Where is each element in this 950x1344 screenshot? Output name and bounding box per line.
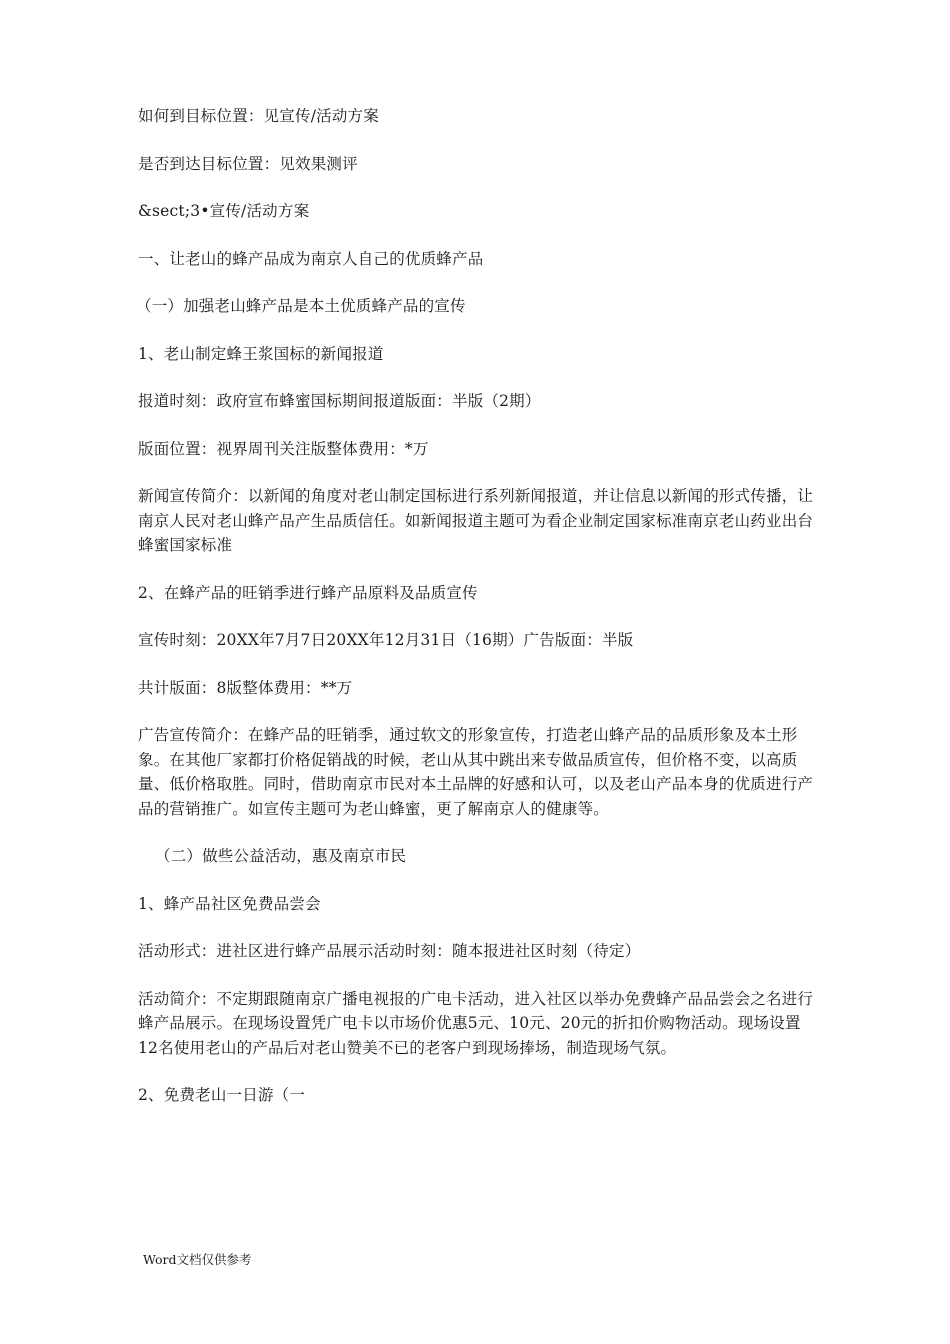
ad-intro: 广告宣传简介：在蜂产品的旺销季，通过软文的形象宣传，打造老山蜂产品的品质形象及本土形象。在其他厂家都打价格促销战的时候，老山从其中跳出来专做品质宣传，但价格不变，以高质量、低价格取胜。同时，借助南京市民对本土品牌的好感和认可，以及老山产品本身的优质进行产品的营销推广。如宣传主题可为老山蜂蜜，更了解南京人的健康等。: [138, 726, 814, 818]
report-time: 报道时刻：政府宣布蜂蜜国标期间报道版面：半版（2期）: [138, 392, 541, 410]
activity-1-heading: 1、蜂产品社区免费品尝会: [138, 894, 321, 913]
document-body: [138, 104, 818, 1108]
promo-time: 宣传时刻：20XX年7月7日20XX年12月31日（16期）广告版面：半版: [138, 631, 634, 649]
total-layout: 共计版面：8版整体费用：**万: [138, 678, 353, 697]
subheading-1: （一）加强老山蜂产品是本土优质蜂产品的宣传: [136, 297, 466, 315]
subheading-2: （二）做些公益活动，惠及南京市民: [155, 847, 407, 865]
item-1-heading: 1、老山制定蜂王浆国标的新闻报道: [138, 344, 384, 363]
item-2-heading: 2、在蜂产品的旺销季进行蜂产品原料及品质宣传: [138, 583, 478, 602]
layout-position: 版面位置：视界周刊关注版整体费用：*万: [138, 439, 429, 458]
footer-note: Word文档仅供参考: [143, 1252, 252, 1267]
news-intro: 新闻宣传简介：以新闻的角度对老山制定国标进行系列新闻报道，并让信息以新闻的形式传播，让南京人民对老山蜂产品产生品质信任。如新闻报道主题可为看企业制定国家标准南京老山药业出台蜂蜜国家标准: [138, 487, 814, 554]
heading-part-1: 一、让老山的蜂产品成为南京人自己的优质蜂产品: [138, 249, 484, 268]
section-heading-3: &sect;3•宣传/活动方案: [138, 202, 310, 220]
activity-intro: 活动简介：不定期跟随南京广播电视报的广电卡活动，进入社区以举办免费蜂产品品尝会之名进行蜂产品展示。在现场设置凭广电卡以市场价优惠5元、10元、20元的折扣价购物活动。现场设置12名使用老山的产品后对老山赞美不已的老客户到现场捧场，制造现场气氛。: [138, 989, 814, 1057]
paragraph-reached-target: 是否到达目标位置：见效果测评: [138, 154, 358, 173]
paragraph-how-to-reach: 如何到目标位置：见宣传/活动方案: [138, 107, 379, 125]
activity-form: 活动形式：进社区进行蜂产品展示活动时刻：随本报进社区时刻（待定）: [138, 942, 641, 960]
activity-2-heading: 2、免费老山一日游（一: [138, 1086, 306, 1104]
